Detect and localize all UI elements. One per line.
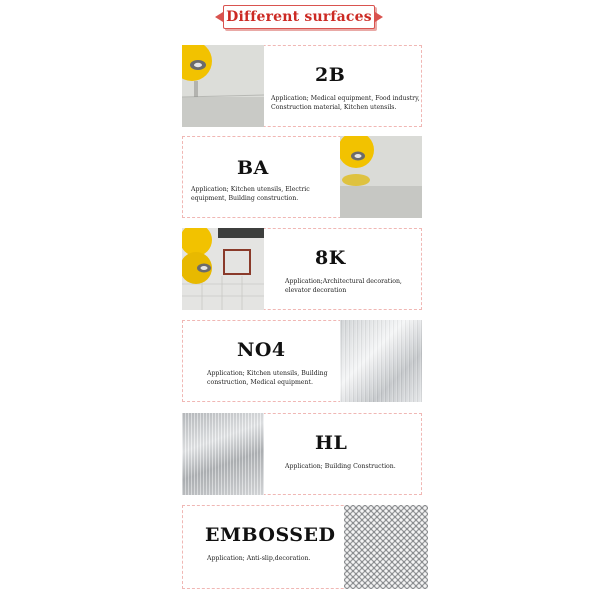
surface-card-8k [182, 228, 422, 310]
surface-card-ba [182, 136, 422, 218]
surface-application: Application; Kitchen utensils, Electric equipment, Building construction. [191, 186, 310, 202]
surface-name: HL [315, 432, 348, 454]
surface-photo-2b [182, 45, 264, 127]
surface-photo-embossed [344, 505, 428, 589]
surface-name: 8K [315, 247, 346, 269]
surface-name: 2B [315, 64, 346, 86]
surface-name: EMBOSSED [205, 524, 336, 546]
surface-card-no4 [182, 320, 422, 402]
surface-photo-8k [182, 228, 264, 310]
surface-application: Application; Medical equipment, Food industry, Construction material, Kitchen utensils. [271, 95, 420, 111]
surface-name: BA [237, 157, 269, 179]
surface-application: Application; Kitchen utensils, Building construction, Medical equipment. [207, 370, 328, 386]
surface-name: NO4 [237, 339, 286, 361]
surface-application: Application;Architectural decoration, elevator decoration [285, 278, 402, 294]
surface-card-embossed [182, 505, 428, 589]
surface-photo-ba [340, 136, 422, 218]
surface-application: Application; Anti-slip,decoration. [207, 555, 311, 562]
surface-photo-hl [182, 413, 264, 495]
surface-card-2b [182, 45, 422, 127]
section-title-banner [223, 5, 375, 29]
surface-photo-no4 [340, 320, 422, 402]
surface-card-hl [182, 413, 422, 495]
section-title: Different surfaces [226, 9, 372, 25]
surface-application: Application; Building Construction. [285, 463, 396, 470]
